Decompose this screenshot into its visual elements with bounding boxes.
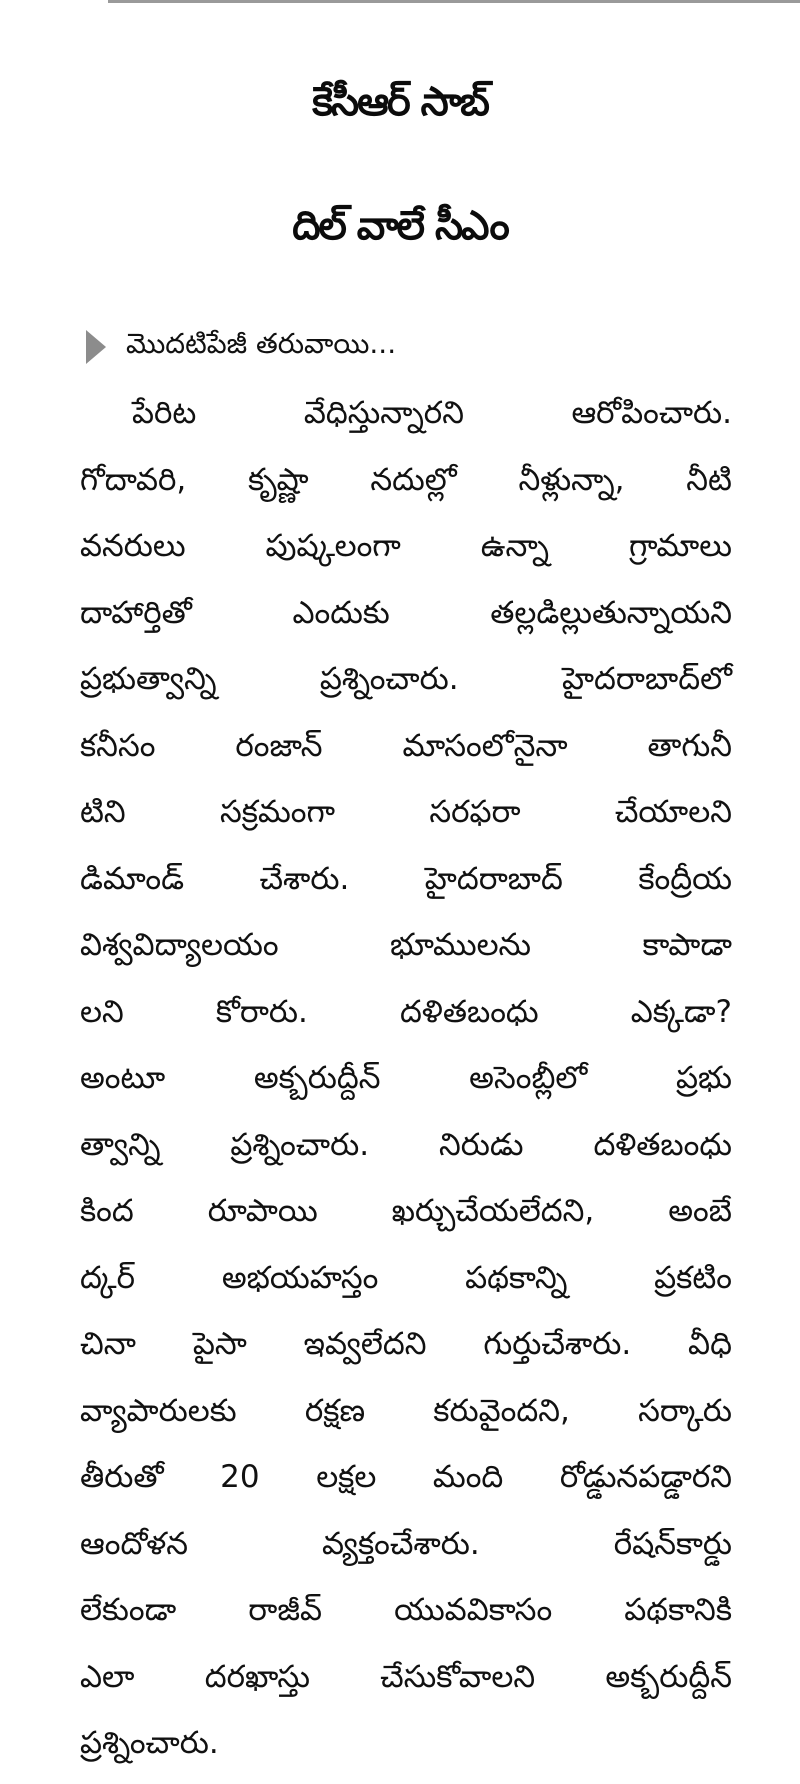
body-line: లని కోరారు. దళితబంధు ఎక్కడా?	[80, 993, 732, 1030]
body-line: టిని సక్రమంగా సరఫరా చేయాలని	[80, 794, 732, 830]
body-line: విశ్వవిద్యాలయం భూములను కాపాడా	[80, 927, 732, 963]
body-line: పేరిట వేధిస్తున్నారని ఆరోపించారు.	[132, 395, 732, 431]
continued-label: మొదటిపేజీ తరువాయి...	[126, 327, 397, 360]
body-line: వనరులు పుష్కలంగా ఉన్నా గ్రామాలు	[80, 528, 732, 564]
body-line: అంటూ అక్బరుద్దీన్ అసెంబ్లీలో ప్రభు	[80, 1060, 732, 1096]
body-line: ఎలా దరఖాస్తు చేసుకోవాలని అక్బరుద్దీన్	[80, 1658, 732, 1695]
body-line: ద్కర్ అభయహస్తం పథకాన్ని ప్రకటిం	[80, 1259, 732, 1296]
body-line: దాహార్తితో ఎందుకు తల్లడిల్లుతున్నాయని	[80, 594, 732, 631]
body-line: వ్యాపారులకు రక్షణ కరువైందని, సర్కారు	[80, 1392, 732, 1429]
body-line: తీరుతో 20 లక్షల మంది రోడ్డునపడ్డారని	[80, 1459, 732, 1495]
body-line: చినా పైసా ఇవ్వలేదని గుర్తుచేశారు. వీధి	[80, 1326, 732, 1362]
body-line: ఆందోళన వ్యక్తంచేశారు. రేషన్‌కార్డు	[80, 1525, 732, 1562]
body-line: కింద రూపాయి ఖర్చుచేయలేదని, అంబే	[80, 1193, 732, 1229]
body-line: ప్రశ్నించారు.	[80, 1725, 219, 1761]
headline-line-1: కేసీఆర్ సాబ్	[312, 79, 488, 125]
body-line: గోదావరి, కృష్ణా నదుల్లో నీళ్లున్నా, నీటి	[80, 461, 732, 498]
body-line: డిమాండ్ చేశారు. హైదరాబాద్ కేంద్రీయ	[80, 860, 732, 897]
body-line: లేకుండా రాజీవ్ యువవికాసం పథకానికి	[80, 1592, 732, 1628]
top-rule	[108, 0, 800, 3]
headline	[0, 40, 800, 288]
arrow-right-icon	[86, 330, 106, 364]
body-line: త్వాన్ని ప్రశ్నించారు. నిరుడు దళితబంధు	[80, 1126, 732, 1163]
body-line: కనీసం రంజాన్ మాసంలోనైనా తాగునీ	[80, 727, 732, 764]
body-line: ప్రభుత్వాన్ని ప్రశ్నించారు. హైదరాబాద్‌లో	[80, 661, 732, 697]
continued-from-front-page	[86, 325, 396, 369]
headline-line-2: దిల్ వాలే సీఎం	[292, 203, 508, 249]
article-body	[80, 380, 732, 1777]
